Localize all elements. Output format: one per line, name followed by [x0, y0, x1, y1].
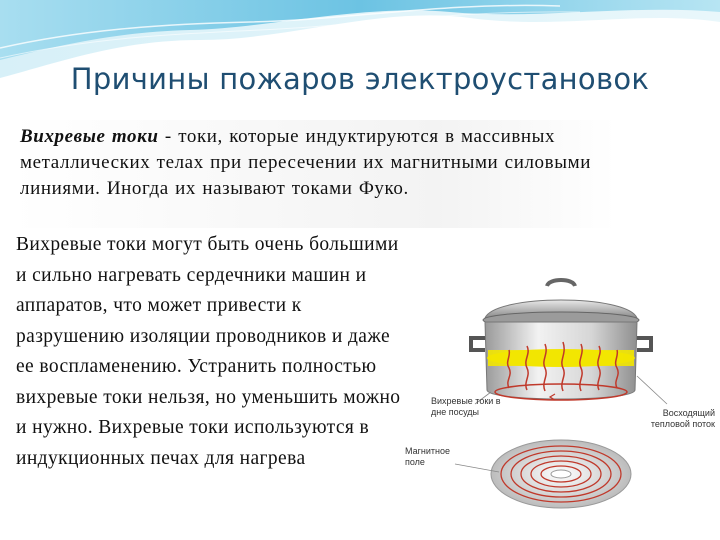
induction-cooking-illustration — [405, 276, 717, 512]
definition-text: - токи, которые индуктируются в массивных металлических телах при пересечении их магнитными силовыми линиями. Иногда их называют токами Фуко. — [20, 126, 591, 199]
pot-diagram — [405, 276, 717, 512]
body-paragraph: Вихревые токи могут быть очень большими и сильно нагревать сердечники машин и аппаратов, что может привести к разрушению изоляции проводников и даже ее воспламенению. Устранить полностью вихревые токи нельзя, но уменьшить можно и нужно. Вихревые токи используются в индукционных печах для нагрева — [16, 234, 401, 469]
definition-term: Вихревые токи — [20, 126, 159, 147]
label-eddy-currents: Вихревые токи в дне посуды — [431, 396, 501, 417]
label-magnetic-field: Магнитное поле — [405, 446, 450, 467]
definition-paragraph — [20, 124, 620, 202]
slide-title: Причины пожаров электроустановок — [70, 62, 650, 96]
label-heat-flow: Восходящий тепловой поток — [650, 408, 715, 429]
